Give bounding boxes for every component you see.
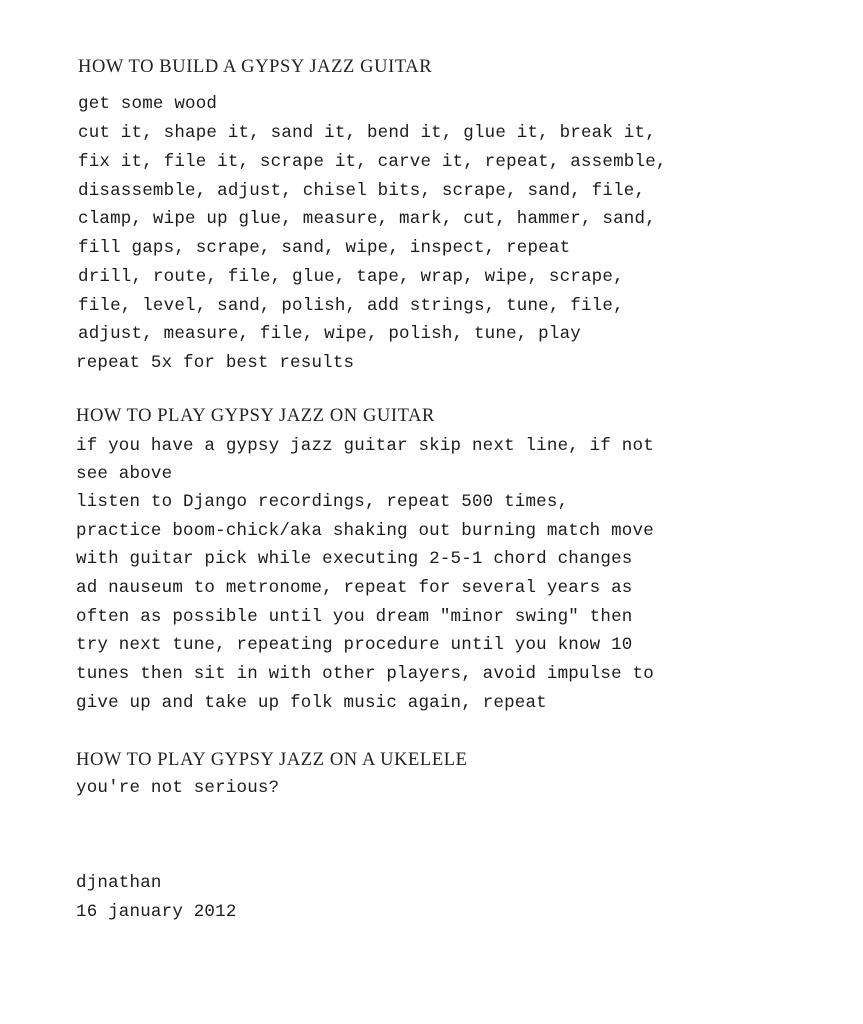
- date-line: 16 january 2012: [76, 902, 237, 922]
- text-line: tunes then sit in with other players, avoid impulse to: [76, 664, 654, 684]
- text-line: often as possible until you dream "minor swing" then: [76, 607, 633, 627]
- text-line: ad nauseum to metronome, repeat for several years as: [76, 578, 633, 598]
- text-line: if you have a gypsy jazz guitar skip next line, if not: [76, 436, 654, 456]
- text-line: fix it, file it, scrape it, carve it, repeat, assemble,: [78, 152, 667, 172]
- author-signature: djnathan: [76, 873, 162, 893]
- text-line: see above: [76, 464, 173, 484]
- text-line: you're not serious?: [76, 778, 280, 798]
- text-line: drill, route, file, glue, tape, wrap, wipe, scrape,: [78, 267, 624, 287]
- text-line: file, level, sand, polish, add strings, tune, file,: [78, 296, 624, 316]
- text-line: give up and take up folk music again, repeat: [76, 693, 547, 713]
- section-heading-play-guitar: HOW TO PLAY GYPSY JAZZ ON GUITAR: [76, 406, 435, 426]
- text-line: cut it, shape it, sand it, bend it, glue it, break it,: [78, 123, 656, 143]
- section-heading-ukelele: HOW TO PLAY GYPSY JAZZ ON A UKELELE: [76, 750, 468, 770]
- text-line: with guitar pick while executing 2-5-1 chord changes: [76, 549, 633, 569]
- section-heading-build-guitar: HOW TO BUILD A GYPSY JAZZ GUITAR: [78, 57, 433, 77]
- text-line: disassemble, adjust, chisel bits, scrape, sand, file,: [78, 181, 646, 201]
- text-line: adjust, measure, file, wipe, polish, tune, play: [78, 324, 581, 344]
- text-line: try next tune, repeating procedure until you know 10: [76, 635, 633, 655]
- text-line: practice boom-chick/aka shaking out burning match move: [76, 521, 654, 541]
- text-line: fill gaps, scrape, sand, wipe, inspect, repeat: [78, 238, 571, 258]
- text-line: listen to Django recordings, repeat 500 times,: [76, 492, 569, 512]
- text-line: get some wood: [78, 94, 218, 114]
- text-line: clamp, wipe up glue, measure, mark, cut, hammer, sand,: [78, 209, 656, 229]
- text-line: repeat 5x for best results: [76, 353, 355, 373]
